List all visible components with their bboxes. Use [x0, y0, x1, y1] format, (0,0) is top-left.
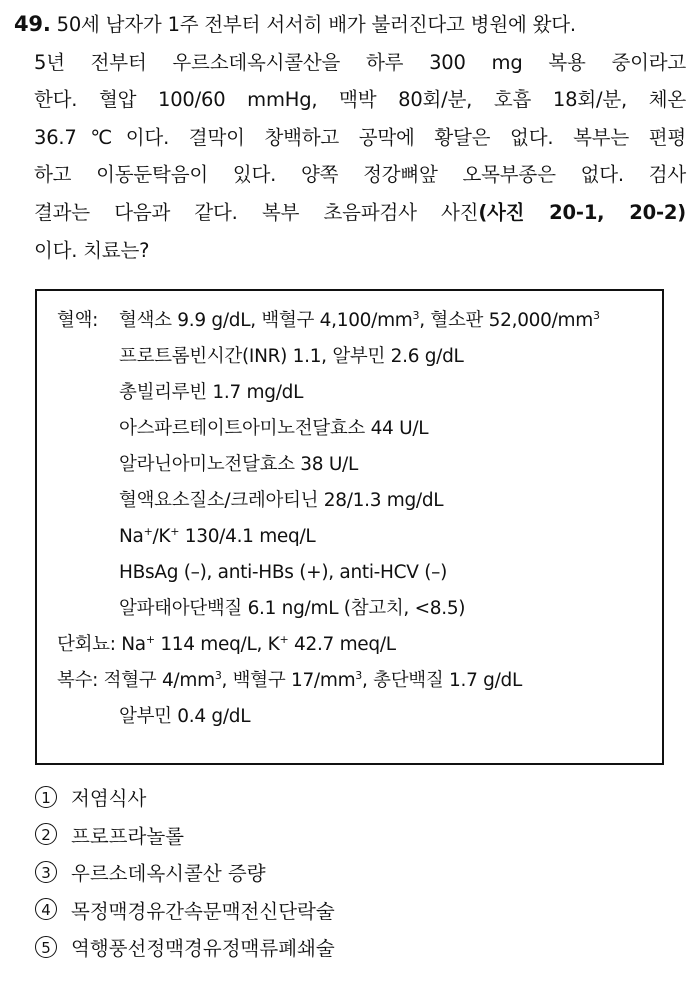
blood-label: 혈액:: [57, 310, 99, 331]
figure-reference: (사진 20-1, 20-2): [478, 200, 686, 224]
option-2[interactable]: [35, 817, 335, 855]
question-text-1: 50세 남자가 1주 전부터 서서히 배가 불러진다고 병원에 왔다.: [56, 13, 576, 36]
option-5[interactable]: [35, 929, 335, 967]
question-line-3: 한다. 혈압 100/60 mmHg, 맥박 80회/분, 호흡 18회/분, 체온: [34, 88, 686, 112]
blood-bilirubin: 총빌리루빈 1.7 mg/dL: [119, 382, 304, 403]
blood-bun-cr: 혈액요소질소/크레아티닌 28/1.3 mg/dL: [119, 490, 444, 511]
blood-alt: 알라닌아미노전달효소 38 U/L: [119, 454, 358, 475]
question-line-6: [14, 194, 686, 232]
ascites-albumin: 알부민 0.4 g/dL: [119, 706, 251, 727]
question-stem: [14, 6, 686, 269]
option-text: 저염식사: [71, 786, 147, 810]
option-text: 우르소데옥시콜산 증량: [71, 861, 266, 885]
question-line-1: [14, 6, 686, 44]
option-1[interactable]: [35, 779, 335, 817]
question-text-6: 결과는 다음과 같다. 복부 초음파검사 사진: [34, 200, 479, 224]
option-marker: 5: [35, 936, 57, 958]
option-text: 목정맥경유간속문맥전신단락술: [71, 899, 335, 923]
question-line-4: 36.7℃이다. 결막이 창백하고 공막에 황달은 없다. 복부는 편평: [34, 125, 686, 149]
question-line-7: 이다. 치료는?: [34, 238, 150, 262]
ascites-result: 복수: 적혈구 $4/mm^3$, 백혈구 $17/mm^3$, 총단백질 1.7 g/dL: [57, 669, 522, 691]
blood-afp: 알파태아단백질 6.1 ng/mL (참고치, <8.5): [119, 598, 466, 619]
blood-cbc: 혈색소 9.9 g/dL, 백혈구 $4,100/mm^3$, 혈소판 $52,000/mm^3$: [119, 309, 600, 331]
blood-inr-albumin: 프로트롬빈시간(INR) 1.1, 알부민 2.6 g/dL: [119, 346, 464, 367]
question-line-5: 하고 이동둔탁음이 있다. 양쪽 정강뼈앞 오목부종은 없다. 검사: [34, 163, 686, 187]
option-3[interactable]: [35, 854, 335, 892]
option-text: 프로프라놀롤: [71, 824, 185, 848]
question-line-2: 5년 전부터 우르소데옥시콜산을 하루 300 mg 복용 중이라고: [34, 50, 686, 74]
option-marker: 4: [35, 898, 57, 920]
option-text: 역행풍선정맥경유정맥류폐쇄술: [71, 936, 335, 960]
option-marker: 1: [35, 786, 57, 808]
blood-ast: 아스파르테이트아미노전달효소 44 U/L: [119, 418, 429, 439]
lab-results-box: [35, 289, 664, 765]
option-4[interactable]: [35, 892, 335, 930]
question-number: 49.: [14, 12, 51, 36]
urine-result: 단회뇨: Na+ 114 meq/L, K+ 42.7 meq/L: [57, 633, 396, 655]
option-marker: 3: [35, 861, 57, 883]
option-marker: 2: [35, 823, 57, 845]
blood-electrolytes: Na+/K+ 130/4.1 meq/L: [119, 525, 316, 547]
answer-options: [35, 779, 335, 967]
blood-hepatitis-markers: HBsAg (–), anti-HBs (+), anti-HCV (–): [119, 562, 447, 583]
